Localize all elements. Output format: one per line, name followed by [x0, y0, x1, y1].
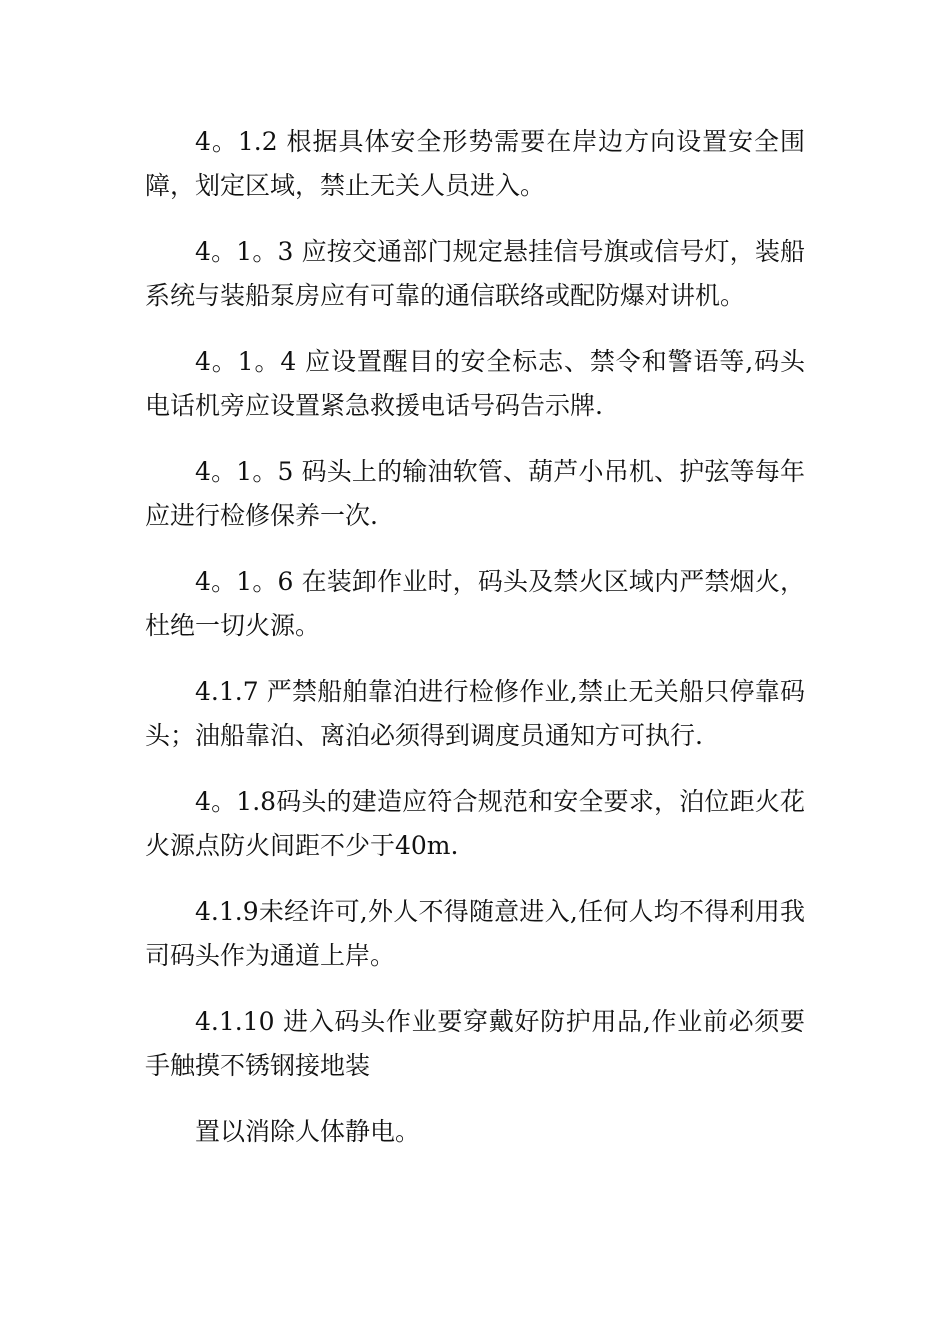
paragraph-4-1-10: 4.1.10 进入码头作业要穿戴好防护用品,作业前必须要手触摸不锈钢接地装 — [145, 1007, 805, 1080]
paragraph-4-1-7: 4.1.7 严禁船舶靠泊进行检修作业,禁止无关船只停靠码头；油船靠泊、离泊必须得到调度员通知方可执行. — [145, 677, 805, 750]
paragraph-4-1-2: 4。1.2 根据具体安全形势需要在岸边方向设置安全围障，划定区域，禁止无关人员进入。 — [145, 127, 805, 200]
paragraph-4-1-6: 4。1。6 在装卸作业时，码头及禁火区域内严禁烟火，杜绝一切火源。 — [145, 567, 805, 640]
paragraph-4-1-3: 4。1。3 应按交通部门规定悬挂信号旗或信号灯，装船系统与装船泵房应有可靠的通信联络或配防爆对讲机。 — [145, 237, 805, 310]
paragraph-4-1-10-continued: 置以消除人体静电。 — [195, 1117, 421, 1146]
document-body — [145, 120, 805, 1176]
paragraph-4-1-5: 4。1。5 码头上的输油软管、葫芦小吊机、护弦等每年应进行检修保养一次. — [145, 457, 805, 530]
paragraph-4-1-8: 4。1.8码头的建造应符合规范和安全要求，泊位距火花火源点防火间距不少于40m. — [145, 787, 805, 860]
paragraph-4-1-9: 4.1.9未经许可,外人不得随意进入,任何人均不得利用我司码头作为通道上岸。 — [145, 897, 805, 970]
paragraph-4-1-4: 4。1。4 应设置醒目的安全标志、禁令和警语等,码头电话机旁应设置紧急救援电话号码告示牌. — [145, 347, 805, 420]
